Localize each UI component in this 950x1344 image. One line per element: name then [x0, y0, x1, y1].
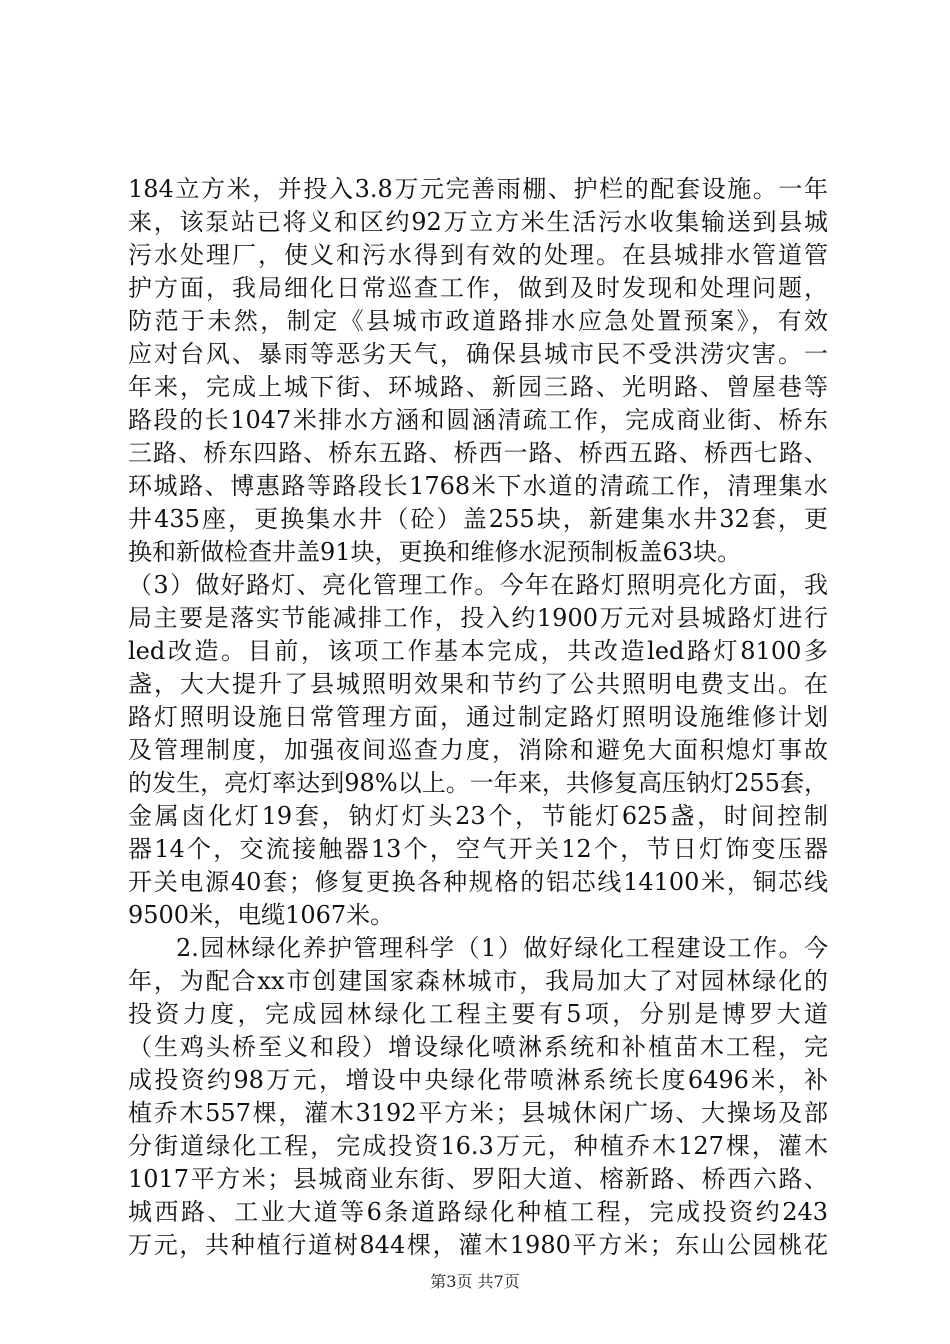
text-line: 路灯照明设施日常管理方面，通过制定路灯照明设施维修计划	[128, 703, 828, 731]
text-line: 2.园林绿化养护管理科学（1）做好绿化工程建设工作。今	[176, 934, 828, 962]
text-line: 应对台风、暴雨等恶劣天气，确保县城市民不受洪涝灾害。一	[128, 340, 828, 368]
text-line: 器14个，交流接触器13个，空气开关12个，节日灯饰变压器	[128, 835, 828, 863]
page-footer	[0, 1272, 950, 1292]
text-line: 局主要是落实节能减排工作，投入约1900万元对县城路灯进行	[128, 604, 828, 632]
text-line: 成投资约98万元，增设中央绿化带喷淋系统长度6496米，补	[128, 1066, 828, 1094]
text-line: 来，该泵站已将义和区约92万立方米生活污水收集输送到县城	[128, 208, 828, 236]
text-line: 环城路、博惠路等路段长1768米下水道的清疏工作，清理集水	[128, 472, 828, 500]
text-line: 护方面，我局细化日常巡查工作，做到及时发现和处理问题，	[128, 274, 828, 302]
text-line: 井435座，更换集水井（砼）盖255块，新建集水井32套，更	[128, 505, 828, 533]
text-line: （生鸡头桥至义和段）增设绿化喷淋系统和补植苗木工程，完	[128, 1033, 828, 1061]
text-line: 换和新做检查井盖91块，更换和维修水泥预制板盖63块。	[128, 538, 742, 566]
text-line: 184立方米，并投入3.8万元完善雨棚、护栏的配套设施。一年	[128, 175, 828, 203]
text-line: 9500米，电缆1067米。	[128, 901, 395, 929]
text-line: 及管理制度，加强夜间巡查力度，消除和避免大面积熄灯事故	[128, 736, 828, 764]
text-line: 年，为配合xx市创建国家森林城市，我局加大了对园林绿化的	[128, 967, 828, 995]
text-line: 投资力度，完成园林绿化工程主要有5项，分别是博罗大道	[128, 1000, 828, 1028]
text-line: 污水处理厂，使义和污水得到有效的处理。在县城排水管道管	[128, 241, 828, 269]
text-line: 三路、桥东四路、桥东五路、桥西一路、桥西五路、桥西七路、	[128, 439, 828, 467]
text-line: 路段的长1047米排水方涵和圆涵清疏工作，完成商业街、桥东	[128, 406, 828, 434]
text-line: led改造。目前，该项工作基本完成，共改造led路灯8100多	[128, 637, 828, 665]
text-line: 城西路、工业大道等6条道路绿化种植工程，完成投资约243	[128, 1198, 828, 1226]
text-line: 植乔木557棵，灌木3192平方米；县城休闲广场、大操场及部	[128, 1099, 828, 1127]
text-line: 年来，完成上城下街、环城路、新园三路、光明路、曾屋巷等	[128, 373, 828, 401]
text-line: 万元，共种植行道树844棵，灌木1980平方米；东山公园桃花	[128, 1231, 828, 1259]
text-line: 盏，大大提升了县城照明效果和节约了公共照明电费支出。在	[128, 670, 828, 698]
text-line: 1017平方米；县城商业东街、罗阳大道、榕新路、桥西六路、	[128, 1165, 828, 1193]
text-line: （3）做好路灯、亮化管理工作。今年在路灯照明亮化方面，我	[128, 571, 828, 599]
text-line: 分街道绿化工程，完成投资16.3万元，种植乔木127棵，灌木	[128, 1132, 828, 1160]
text-line: 防范于未然，制定《县城市政道路排水应急处置预案》，有效	[128, 307, 828, 335]
text-line: 开关电源40套；修复更换各种规格的铝芯线14100米，铜芯线	[128, 868, 828, 896]
page-number: 第3页 共7页	[430, 1272, 520, 1291]
document-body	[128, 173, 828, 1262]
text-line: 的发生，亮灯率达到98%以上。一年来，共修复高压钠灯255套，	[128, 769, 828, 797]
text-line: 金属卤化灯19套，钠灯灯头23个，节能灯625盏，时间控制	[128, 802, 828, 830]
